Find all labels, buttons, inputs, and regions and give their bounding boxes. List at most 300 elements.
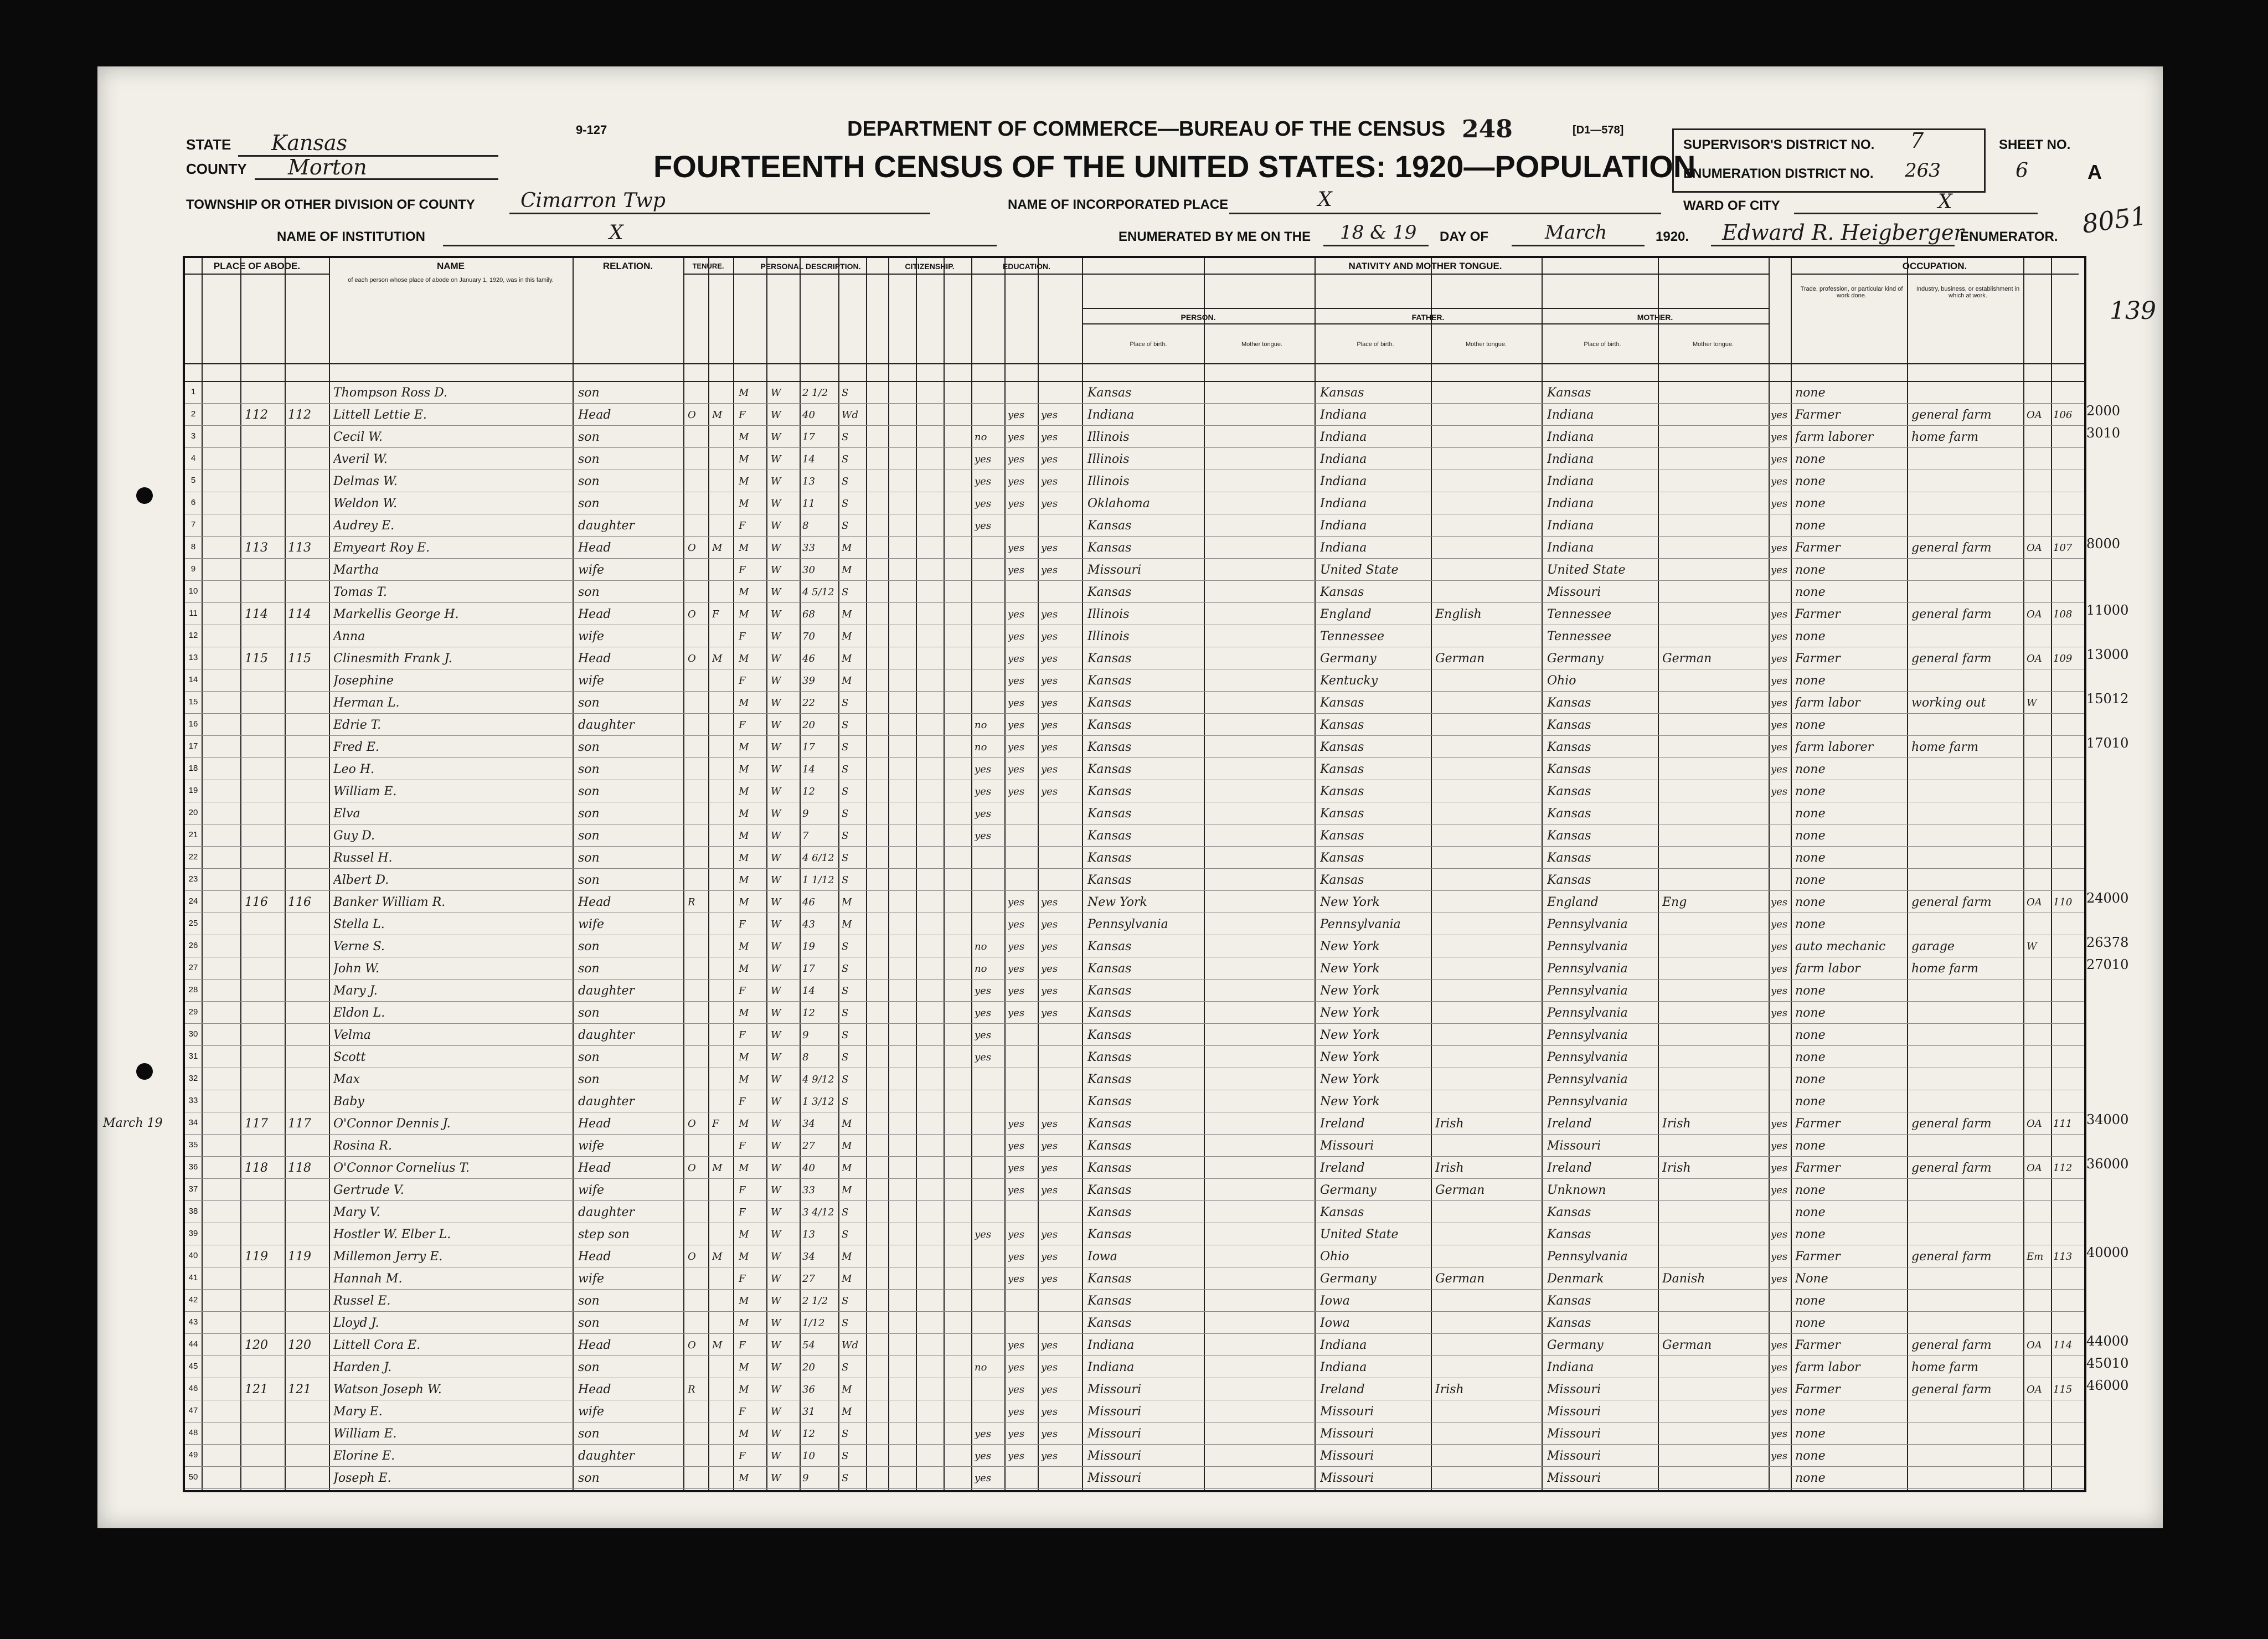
mother-tongue bbox=[1662, 913, 1765, 935]
occupation-code bbox=[2053, 1444, 2080, 1466]
occupation: Farmer bbox=[1795, 1383, 1841, 1396]
person-birthplace: Kansas bbox=[1087, 940, 1132, 953]
tenure-mortgage bbox=[712, 957, 731, 979]
occupation-header: OCCUPATION. bbox=[1791, 258, 2079, 275]
age: 27 bbox=[802, 1140, 815, 1152]
occupation: none bbox=[1795, 873, 1826, 887]
person-birthplace: Kansas bbox=[1087, 696, 1132, 710]
tenure-mortgage bbox=[712, 757, 731, 780]
person-birthplace: Kansas bbox=[1087, 785, 1132, 798]
mother-birthplace: England bbox=[1547, 895, 1599, 909]
able-to-read: yes bbox=[1008, 453, 1025, 465]
able-to-read: yes bbox=[1008, 1118, 1025, 1130]
occupation: Farmer bbox=[1795, 541, 1841, 555]
employer-class bbox=[2027, 1311, 2050, 1333]
mother-tongue bbox=[1662, 1001, 1765, 1023]
tenure-mortgage bbox=[712, 1068, 731, 1090]
family-number: 121 bbox=[288, 1383, 311, 1396]
person-name: Baby bbox=[333, 1095, 364, 1109]
age: 12 bbox=[802, 786, 815, 797]
tenure-owned bbox=[688, 492, 707, 514]
father-birthplace: Indiana bbox=[1320, 475, 1367, 488]
occupation-code: 107 bbox=[2053, 542, 2073, 554]
sex: M bbox=[739, 808, 749, 820]
industry bbox=[1911, 447, 2021, 470]
able-to-write: yes bbox=[1041, 697, 1058, 709]
table-row bbox=[185, 1023, 2084, 1046]
race: W bbox=[771, 453, 781, 465]
sex: M bbox=[739, 852, 749, 864]
sex: M bbox=[739, 941, 749, 952]
able-to-read: yes bbox=[1008, 1184, 1025, 1196]
margin-code: 15012 bbox=[2086, 691, 2129, 707]
tenure-mortgage bbox=[712, 913, 731, 935]
citizenship-header: CITIZENSHIP. bbox=[888, 258, 971, 275]
tenure-mortgage bbox=[712, 514, 731, 536]
employer-class bbox=[2027, 1001, 2050, 1023]
father-tongue bbox=[1435, 1311, 1538, 1333]
line-number: 19 bbox=[188, 786, 198, 795]
occupation: none bbox=[1795, 762, 1826, 776]
attended-school bbox=[975, 1311, 1002, 1333]
father-tongue bbox=[1435, 691, 1538, 713]
father-tongue bbox=[1435, 1422, 1538, 1444]
attended-school bbox=[975, 846, 1002, 868]
mother-birthplace: Missouri bbox=[1547, 1139, 1601, 1153]
occupation: farm labor bbox=[1795, 1360, 1860, 1374]
father-tongue bbox=[1435, 514, 1538, 536]
industry: general farm bbox=[1911, 607, 1992, 621]
person-birthplace: Missouri bbox=[1087, 1405, 1142, 1419]
person-name: O'Connor Dennis J. bbox=[333, 1117, 451, 1131]
margin-code: 27010 bbox=[2086, 957, 2129, 972]
able-to-read: yes bbox=[1008, 631, 1025, 642]
attended-school: yes bbox=[975, 520, 992, 532]
scan-border bbox=[97, 1528, 2163, 1639]
race: W bbox=[771, 1118, 781, 1130]
speaks-english: yes bbox=[1771, 476, 1788, 487]
occupation-code bbox=[2053, 757, 2080, 780]
able-to-write bbox=[1041, 514, 1080, 536]
age: 9 bbox=[802, 1029, 809, 1041]
age: 13 bbox=[802, 1229, 815, 1240]
age: 68 bbox=[802, 609, 815, 620]
marital-status: S bbox=[842, 1029, 849, 1041]
race: W bbox=[771, 896, 781, 908]
family-number: 114 bbox=[288, 607, 311, 621]
relation: son bbox=[578, 873, 600, 887]
able-to-write: yes bbox=[1041, 453, 1058, 465]
occupation-code: 111 bbox=[2053, 1118, 2073, 1130]
industry bbox=[1911, 1178, 2021, 1200]
dwelling-number bbox=[245, 979, 284, 1001]
dwelling-number bbox=[245, 1045, 284, 1068]
attended-school bbox=[975, 1090, 1002, 1112]
able-to-read bbox=[1008, 1466, 1035, 1488]
mother-tongue bbox=[1662, 1422, 1765, 1444]
mother-birthplace: Pennsylvania bbox=[1547, 1006, 1628, 1020]
person-birthplace: Kansas bbox=[1087, 1117, 1132, 1131]
father-tongue bbox=[1435, 425, 1538, 447]
person-name: Velma bbox=[333, 1028, 371, 1042]
age: 20 bbox=[802, 1362, 815, 1373]
dwelling-number bbox=[245, 868, 284, 890]
employer-class: OA bbox=[2027, 542, 2042, 554]
tenure-mortgage bbox=[712, 713, 731, 735]
mother-birthplace: Indiana bbox=[1547, 452, 1594, 466]
tenure-owned bbox=[688, 1267, 707, 1289]
form-code: 9-127 bbox=[576, 123, 607, 137]
tenure-owned bbox=[688, 757, 707, 780]
table-row bbox=[185, 780, 2084, 802]
speaks-english bbox=[1771, 1466, 1790, 1488]
person-birthplace: Indiana bbox=[1087, 408, 1135, 422]
margin-note: 8051 bbox=[2080, 200, 2149, 239]
occupation: Farmer bbox=[1795, 408, 1841, 422]
tenure-owned: O bbox=[688, 409, 696, 421]
tenure-owned bbox=[688, 447, 707, 470]
relation: wife bbox=[578, 1183, 605, 1197]
age: 46 bbox=[802, 896, 815, 908]
person-name: Fred E. bbox=[333, 740, 379, 754]
race: W bbox=[771, 1428, 781, 1440]
race: W bbox=[771, 653, 781, 664]
relation: daughter bbox=[578, 1205, 635, 1219]
mother-birthplace: Kansas bbox=[1547, 873, 1591, 887]
tenure-owned bbox=[688, 625, 707, 647]
township-value: Cimarron Twp bbox=[520, 189, 666, 212]
industry bbox=[1911, 913, 2021, 935]
industry: general farm bbox=[1911, 1161, 1992, 1175]
age: 43 bbox=[802, 919, 815, 930]
employer-class bbox=[2027, 381, 2050, 403]
attended-school bbox=[975, 1333, 1002, 1355]
father-tongue bbox=[1435, 1333, 1538, 1355]
tenure-owned bbox=[688, 868, 707, 890]
occupation: Farmer bbox=[1795, 1161, 1841, 1175]
mother-birthplace: Kansas bbox=[1547, 851, 1591, 865]
tenure-owned bbox=[688, 1444, 707, 1466]
attended-school bbox=[975, 381, 1002, 403]
occupation: farm labor bbox=[1795, 696, 1860, 710]
industry bbox=[1911, 1466, 2021, 1488]
marital-status: S bbox=[842, 1428, 849, 1440]
mother-tongue bbox=[1662, 1068, 1765, 1090]
speaks-english bbox=[1771, 381, 1790, 403]
employer-class bbox=[2027, 957, 2050, 979]
person-name: Joseph E. bbox=[333, 1471, 391, 1485]
person-birthplace: Illinois bbox=[1087, 452, 1130, 466]
speaks-english: yes bbox=[1771, 1184, 1788, 1196]
speaks-english: yes bbox=[1771, 609, 1788, 620]
occupation: none bbox=[1795, 519, 1826, 533]
mother-birthplace: Indiana bbox=[1547, 475, 1594, 488]
occupation-code bbox=[2053, 1023, 2080, 1045]
employer-class bbox=[2027, 492, 2050, 514]
attended-school: no bbox=[975, 431, 987, 443]
county-underline bbox=[255, 178, 498, 180]
marital-status: S bbox=[842, 498, 849, 509]
industry bbox=[1911, 470, 2021, 492]
line-number: 43 bbox=[188, 1317, 198, 1327]
employer-class bbox=[2027, 514, 2050, 536]
tenure-owned bbox=[688, 1355, 707, 1378]
employer-class: OA bbox=[2027, 1339, 2042, 1351]
employer-class bbox=[2027, 1023, 2050, 1045]
occupation: Farmer bbox=[1795, 1338, 1841, 1352]
family-number bbox=[288, 1355, 327, 1378]
race: W bbox=[771, 1007, 781, 1019]
person-name: John W. bbox=[333, 962, 380, 976]
father-birthplace: Indiana bbox=[1320, 452, 1367, 466]
person-birthplace: Kansas bbox=[1087, 674, 1132, 688]
sex: M bbox=[739, 1295, 749, 1307]
mother-tongue bbox=[1662, 935, 1765, 957]
able-to-write bbox=[1041, 580, 1080, 602]
sex: M bbox=[739, 1362, 749, 1373]
relation-header: RELATION. bbox=[602, 261, 653, 271]
punch-hole bbox=[136, 1063, 153, 1080]
family-number bbox=[288, 1200, 327, 1223]
able-to-write: yes bbox=[1041, 1007, 1058, 1019]
occupation-code bbox=[2053, 580, 2080, 602]
person-birthplace: Kansas bbox=[1087, 1006, 1132, 1020]
table-row bbox=[185, 1267, 2084, 1290]
table-row bbox=[185, 1422, 2084, 1445]
marital-status: S bbox=[842, 476, 849, 487]
person-name: Clinesmith Frank J. bbox=[333, 652, 452, 666]
tenure-owned bbox=[688, 1422, 707, 1444]
family-number: 117 bbox=[288, 1117, 311, 1131]
age: 17 bbox=[802, 741, 815, 753]
margin-code: 26378 bbox=[2086, 935, 2129, 950]
state-underline bbox=[238, 155, 498, 157]
age: 14 bbox=[802, 764, 815, 775]
occupation: farm laborer bbox=[1795, 740, 1874, 754]
attended-school: yes bbox=[975, 1052, 992, 1063]
occupation: none bbox=[1795, 807, 1826, 821]
speaks-english bbox=[1771, 1311, 1790, 1333]
attended-school: no bbox=[975, 963, 987, 975]
relation: son bbox=[578, 940, 600, 953]
attended-school bbox=[975, 1200, 1002, 1223]
father-birthplace: New York bbox=[1320, 1006, 1380, 1020]
employer-class bbox=[2027, 1355, 2050, 1378]
line-number: 8 bbox=[190, 542, 196, 552]
sex: F bbox=[739, 409, 746, 421]
attended-school bbox=[975, 691, 1002, 713]
industry bbox=[1911, 979, 2021, 1001]
mother-tongue bbox=[1662, 514, 1765, 536]
person-name: Cecil W. bbox=[333, 430, 383, 444]
person-name: Stella L. bbox=[333, 918, 385, 931]
person-name: O'Connor Cornelius T. bbox=[333, 1161, 470, 1175]
relation: wife bbox=[578, 918, 605, 931]
person-name: Russel E. bbox=[333, 1294, 391, 1308]
tenure-mortgage bbox=[712, 1422, 731, 1444]
person-name: Herman L. bbox=[333, 696, 400, 710]
attended-school bbox=[975, 625, 1002, 647]
table-row bbox=[185, 1200, 2084, 1223]
race: W bbox=[771, 409, 781, 421]
person-birthplace: Kansas bbox=[1087, 807, 1132, 821]
father-tongue bbox=[1435, 802, 1538, 824]
sex: M bbox=[739, 1317, 749, 1329]
employer-class bbox=[2027, 713, 2050, 735]
able-to-write: yes bbox=[1041, 963, 1058, 975]
tenure-owned bbox=[688, 957, 707, 979]
able-to-write: yes bbox=[1041, 476, 1058, 487]
father-birthplace: Missouri bbox=[1320, 1427, 1374, 1441]
line-number: 26 bbox=[188, 941, 198, 950]
occupation: none bbox=[1795, 1405, 1826, 1419]
line-number: 11 bbox=[189, 609, 198, 618]
sex: M bbox=[739, 697, 749, 709]
occupation: None bbox=[1795, 1272, 1828, 1286]
table-row bbox=[185, 1333, 2084, 1356]
table-row bbox=[185, 381, 2084, 404]
relation: wife bbox=[578, 1272, 605, 1286]
line-number: 2 bbox=[190, 409, 196, 419]
dwelling-number bbox=[245, 625, 284, 647]
person-birthplace: Missouri bbox=[1087, 1449, 1142, 1463]
occupation-code bbox=[2053, 1422, 2080, 1444]
employer-class: OA bbox=[2027, 1384, 2042, 1395]
person-birthplace: Kansas bbox=[1087, 740, 1132, 754]
able-to-read bbox=[1008, 1068, 1035, 1090]
able-to-write bbox=[1041, 1466, 1080, 1488]
tenure-mortgage bbox=[712, 979, 731, 1001]
father-tongue bbox=[1435, 1444, 1538, 1466]
employer-class: OA bbox=[2027, 1162, 2042, 1174]
table-row bbox=[185, 1090, 2084, 1112]
tenure-mortgage bbox=[712, 1023, 731, 1045]
race: W bbox=[771, 1096, 781, 1107]
industry bbox=[1911, 757, 2021, 780]
line-number: 46 bbox=[188, 1384, 198, 1393]
tenure-mortgage bbox=[712, 425, 731, 447]
tenure-owned bbox=[688, 470, 707, 492]
tenure-owned bbox=[688, 425, 707, 447]
dwelling-number: 118 bbox=[245, 1161, 268, 1175]
employer-class bbox=[2027, 1223, 2050, 1245]
able-to-read: yes bbox=[1008, 609, 1025, 620]
mother-birthplace: Kansas bbox=[1547, 829, 1591, 843]
father-birthplace: Kansas bbox=[1320, 1205, 1364, 1219]
attended-school: yes bbox=[975, 1029, 992, 1041]
mother-birthplace: Kansas bbox=[1547, 1228, 1591, 1241]
mother-tongue bbox=[1662, 558, 1765, 580]
line-number: 7 bbox=[190, 520, 196, 529]
father-birthplace: Kansas bbox=[1320, 696, 1364, 710]
form-id: [D1—578] bbox=[1573, 124, 1624, 136]
father-tongue bbox=[1435, 868, 1538, 890]
employer-class: W bbox=[2027, 697, 2037, 709]
able-to-write bbox=[1041, 1090, 1080, 1112]
tenure-owned bbox=[688, 514, 707, 536]
attended-school bbox=[975, 1178, 1002, 1200]
father-birthplace: Iowa bbox=[1320, 1294, 1350, 1308]
able-to-write: yes bbox=[1041, 431, 1058, 443]
township-underline bbox=[509, 213, 930, 214]
able-to-read bbox=[1008, 1289, 1035, 1311]
person-subheader: PERSON. bbox=[1082, 308, 1315, 324]
employer-class bbox=[2027, 425, 2050, 447]
dwelling-number: 112 bbox=[245, 408, 268, 422]
father-birthplace: Indiana bbox=[1320, 430, 1367, 444]
relation: son bbox=[578, 785, 600, 798]
father-birthplace: Kansas bbox=[1320, 718, 1364, 732]
sex: M bbox=[739, 786, 749, 797]
relation: Head bbox=[578, 895, 611, 909]
occupation-code bbox=[2053, 780, 2080, 802]
mother-birthplace: Indiana bbox=[1547, 497, 1594, 511]
occupation: Farmer bbox=[1795, 652, 1841, 666]
person-name: Leo H. bbox=[333, 762, 375, 776]
nativity-header: NATIVITY AND MOTHER TONGUE. bbox=[1082, 258, 1769, 275]
marital-status: M bbox=[842, 1273, 852, 1285]
family-number bbox=[288, 757, 327, 780]
family-number bbox=[288, 558, 327, 580]
mother-birthplace: Pennsylvania bbox=[1547, 918, 1628, 931]
ward-underline bbox=[1794, 213, 2038, 214]
person-name: Russel H. bbox=[333, 851, 393, 865]
tenure-mortgage: M bbox=[712, 542, 723, 554]
relation: son bbox=[578, 452, 600, 466]
line-number: 10 bbox=[188, 586, 198, 596]
able-to-write: yes bbox=[1041, 609, 1058, 620]
dwelling-number: 114 bbox=[245, 607, 268, 621]
marital-status: S bbox=[842, 808, 849, 820]
father-birthplace: New York bbox=[1320, 1073, 1380, 1086]
line-number: 3 bbox=[190, 431, 196, 441]
father-tongue bbox=[1435, 1200, 1538, 1223]
race: W bbox=[771, 1207, 781, 1218]
occupation-code: 114 bbox=[2053, 1339, 2073, 1351]
age: 9 bbox=[802, 808, 809, 820]
occupation-code bbox=[2053, 492, 2080, 514]
tenure-mortgage: M bbox=[712, 409, 723, 421]
mother-birthplace: Indiana bbox=[1547, 1360, 1594, 1374]
father-tongue bbox=[1435, 735, 1538, 757]
able-to-write: yes bbox=[1041, 675, 1058, 687]
race: W bbox=[771, 741, 781, 753]
able-to-read: yes bbox=[1008, 941, 1025, 952]
father-birthplace: Tennessee bbox=[1320, 630, 1384, 643]
father-birthplace: Germany bbox=[1320, 1272, 1377, 1286]
employer-class bbox=[2027, 1068, 2050, 1090]
industry bbox=[1911, 1134, 2021, 1156]
occupation: none bbox=[1795, 918, 1826, 931]
tenure-owned: R bbox=[688, 1384, 695, 1395]
marital-status: M bbox=[842, 1140, 852, 1152]
industry bbox=[1911, 1311, 2021, 1333]
tenure-mortgage bbox=[712, 735, 731, 757]
mother-tongue: German bbox=[1662, 652, 1712, 666]
employer-class bbox=[2027, 913, 2050, 935]
father-tongue bbox=[1435, 757, 1538, 780]
marital-status: S bbox=[842, 1052, 849, 1063]
attended-school: no bbox=[975, 741, 987, 753]
able-to-read: yes bbox=[1008, 1450, 1025, 1462]
person-tongue-subheader: Mother tongue. bbox=[1241, 341, 1282, 348]
race: W bbox=[771, 631, 781, 642]
speaks-english: yes bbox=[1771, 631, 1788, 642]
line-number: 18 bbox=[188, 764, 198, 773]
able-to-write bbox=[1041, 1068, 1080, 1090]
marital-status: S bbox=[842, 586, 849, 598]
person-name: William E. bbox=[333, 785, 397, 798]
